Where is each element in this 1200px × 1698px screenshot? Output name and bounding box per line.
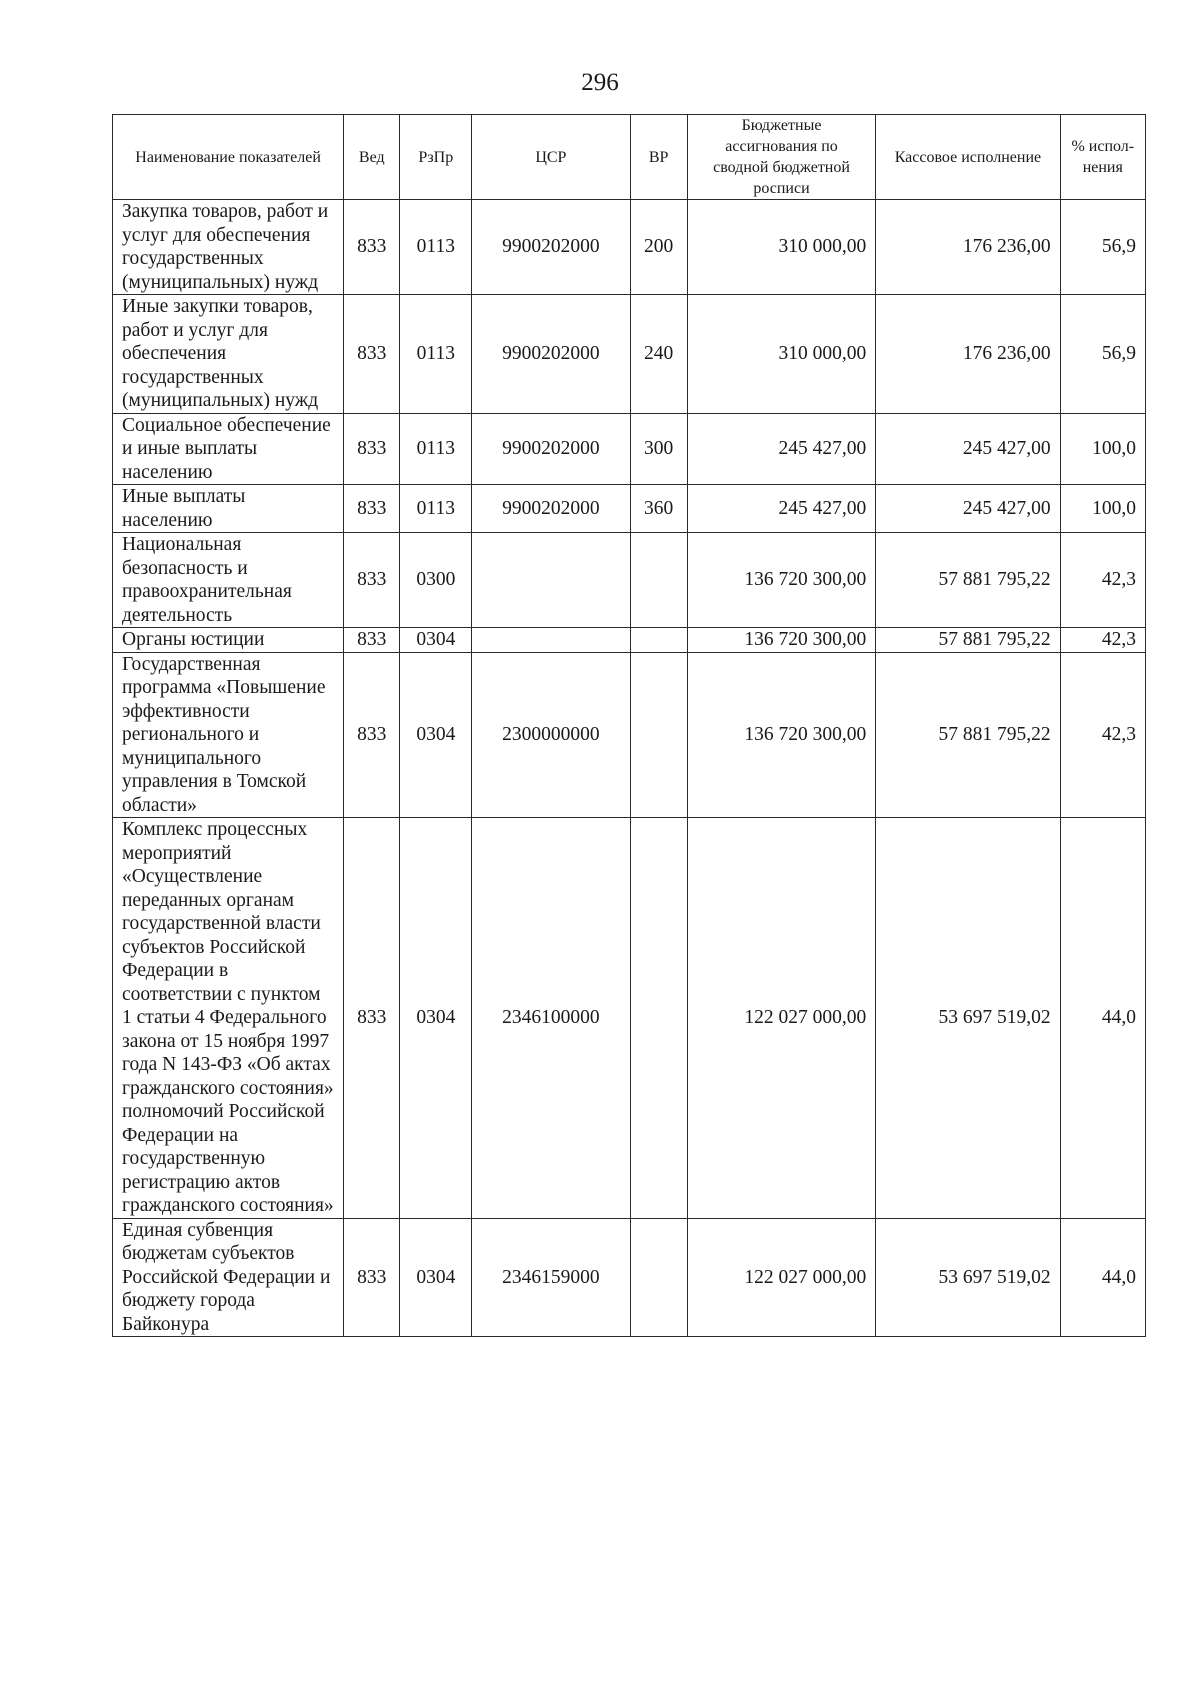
- table-row: [113, 485, 1146, 533]
- cell-ved: 833: [344, 818, 400, 1219]
- cell-ved: 833: [344, 652, 400, 818]
- cell-allocations: 122 027 000,00: [687, 818, 875, 1219]
- cell-cash-execution: 176 236,00: [876, 200, 1060, 295]
- cell-rzpr: 0304: [400, 652, 472, 818]
- cell-ved: 833: [344, 533, 400, 628]
- cell-vr: [630, 533, 687, 628]
- cell-ved: 833: [344, 413, 400, 485]
- cell-ved: 833: [344, 295, 400, 414]
- cell-allocations: 136 720 300,00: [687, 533, 875, 628]
- cell-execution-percent: 44,0: [1060, 818, 1145, 1219]
- cell-allocations: 136 720 300,00: [687, 652, 875, 818]
- cell-cash-execution: 53 697 519,02: [876, 1218, 1060, 1337]
- table-row: [113, 628, 1146, 653]
- header-allocations: Бюджетные ассигнования по сводной бюджетной росписи: [687, 115, 875, 200]
- cell-vr: [630, 628, 687, 653]
- page-number: 296: [581, 69, 619, 96]
- header-ved: Вед: [344, 115, 400, 200]
- cell-csr: [472, 533, 630, 628]
- cell-cash-execution: 176 236,00: [876, 295, 1060, 414]
- cell-allocations: 310 000,00: [687, 295, 875, 414]
- cell-allocations: 310 000,00: [687, 200, 875, 295]
- cell-vr: [630, 1218, 687, 1337]
- cell-csr: 9900202000: [472, 295, 630, 414]
- cell-execution-percent: 56,9: [1060, 200, 1145, 295]
- cell-vr: [630, 818, 687, 1219]
- header-rzpr: РзПр: [400, 115, 472, 200]
- cell-csr: 2346100000: [472, 818, 630, 1219]
- cell-rzpr: 0113: [400, 413, 472, 485]
- cell-vr: [630, 652, 687, 818]
- cell-name: Единая субвенция бюджетам субъектов Российской Федерации и бюджету города Байконура: [113, 1218, 344, 1337]
- cell-vr: 240: [630, 295, 687, 414]
- cell-name: Иные выплаты населению: [113, 485, 344, 533]
- table-header-row: [113, 115, 1146, 200]
- cell-rzpr: 0300: [400, 533, 472, 628]
- table-row: [113, 818, 1146, 1219]
- table-row: [113, 1218, 1146, 1337]
- cell-execution-percent: 42,3: [1060, 652, 1145, 818]
- cell-ved: 833: [344, 485, 400, 533]
- cell-csr: [472, 628, 630, 653]
- cell-allocations: 245 427,00: [687, 485, 875, 533]
- cell-rzpr: 0304: [400, 628, 472, 653]
- table-row: [113, 200, 1146, 295]
- header-csr: ЦСР: [472, 115, 630, 200]
- cell-csr: 2300000000: [472, 652, 630, 818]
- cell-execution-percent: 100,0: [1060, 413, 1145, 485]
- cell-cash-execution: 245 427,00: [876, 413, 1060, 485]
- cell-name: Социальное обеспечение и иные выплаты населению: [113, 413, 344, 485]
- table-row: [113, 413, 1146, 485]
- cell-vr: 360: [630, 485, 687, 533]
- cell-allocations: 136 720 300,00: [687, 628, 875, 653]
- cell-execution-percent: 100,0: [1060, 485, 1145, 533]
- cell-rzpr: 0113: [400, 200, 472, 295]
- header-vr: ВР: [630, 115, 687, 200]
- header-name: Наименование показателей: [113, 115, 344, 200]
- cell-rzpr: 0113: [400, 485, 472, 533]
- cell-ved: 833: [344, 628, 400, 653]
- cell-name: Органы юстиции: [113, 628, 344, 653]
- table-row: [113, 652, 1146, 818]
- cell-allocations: 245 427,00: [687, 413, 875, 485]
- header-cash-execution: Кассовое исполнение: [876, 115, 1060, 200]
- cell-execution-percent: 56,9: [1060, 295, 1145, 414]
- cell-csr: 9900202000: [472, 485, 630, 533]
- cell-execution-percent: 42,3: [1060, 628, 1145, 653]
- table-row: [113, 533, 1146, 628]
- cell-csr: 9900202000: [472, 200, 630, 295]
- cell-cash-execution: 57 881 795,22: [876, 652, 1060, 818]
- cell-name: Государственная программа «Повышение эффективности регионального и муниципального управления в Томской области»: [113, 652, 344, 818]
- cell-vr: 300: [630, 413, 687, 485]
- cell-cash-execution: 53 697 519,02: [876, 818, 1060, 1219]
- cell-name: Иные закупки товаров, работ и услуг для обеспечения государственных (муниципальных) нужд: [113, 295, 344, 414]
- cell-csr: 2346159000: [472, 1218, 630, 1337]
- cell-cash-execution: 57 881 795,22: [876, 628, 1060, 653]
- cell-name: Комплекс процессных мероприятий «Осуществление переданных органам государственной власти субъектов Российской Федерации в соответствии с пунктом 1 статьи 4 Федерального закона от 15 ноября 1997 года N 143-ФЗ «Об актах гражданского состояния» полномочий Российской Федерации на государственную регистрацию актов гражданского состояния»: [113, 818, 344, 1219]
- cell-name: Национальная безопасность и правоохранительная деятельность: [113, 533, 344, 628]
- cell-csr: 9900202000: [472, 413, 630, 485]
- budget-execution-table: [112, 114, 1146, 1337]
- header-execution-percent: % испол-нения: [1060, 115, 1145, 200]
- cell-rzpr: 0304: [400, 1218, 472, 1337]
- cell-ved: 833: [344, 1218, 400, 1337]
- table-row: [113, 295, 1146, 414]
- cell-name: Закупка товаров, работ и услуг для обеспечения государственных (муниципальных) нужд: [113, 200, 344, 295]
- cell-rzpr: 0113: [400, 295, 472, 414]
- cell-vr: 200: [630, 200, 687, 295]
- cell-cash-execution: 57 881 795,22: [876, 533, 1060, 628]
- cell-execution-percent: 44,0: [1060, 1218, 1145, 1337]
- cell-cash-execution: 245 427,00: [876, 485, 1060, 533]
- cell-ved: 833: [344, 200, 400, 295]
- cell-execution-percent: 42,3: [1060, 533, 1145, 628]
- cell-rzpr: 0304: [400, 818, 472, 1219]
- cell-allocations: 122 027 000,00: [687, 1218, 875, 1337]
